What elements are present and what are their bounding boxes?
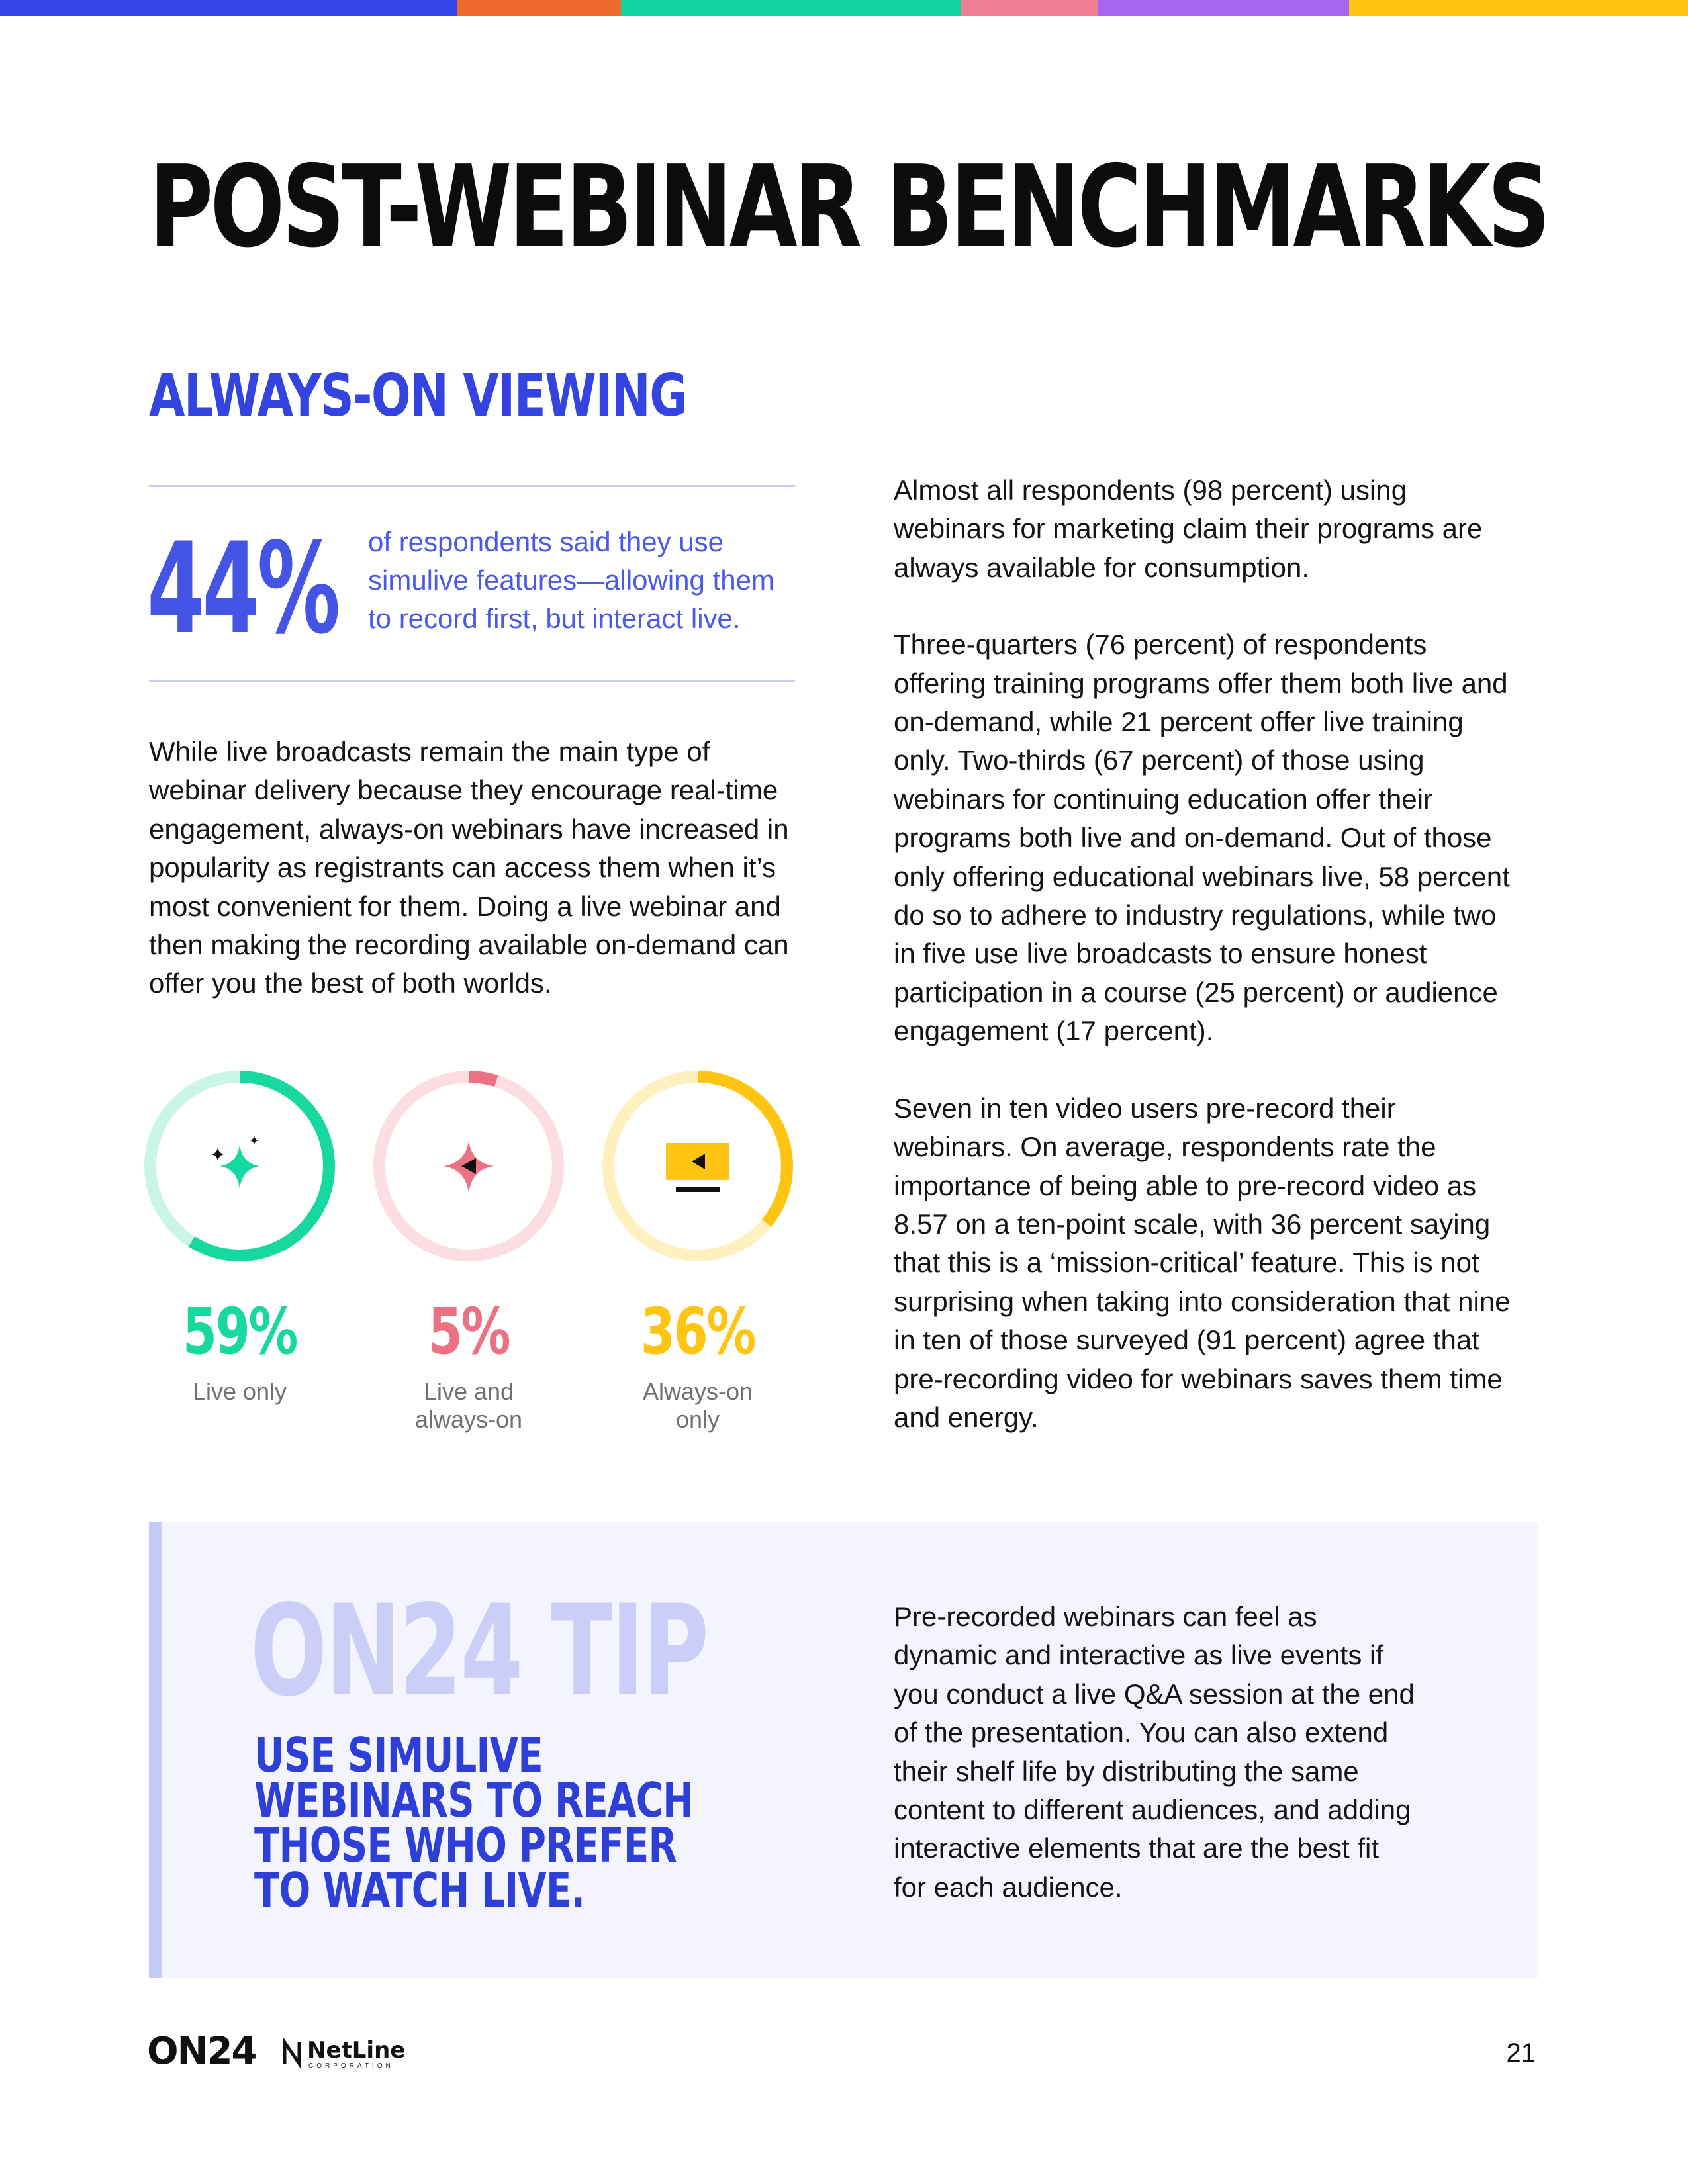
donut-live-and-always-on <box>369 1067 568 1265</box>
donut-always-on-only <box>598 1067 797 1265</box>
star-play-icon <box>444 1141 494 1193</box>
netline-logo-subtext: CORPORATION <box>308 2062 394 2070</box>
section-title: ALWAYS-ON VIEWING <box>149 361 687 430</box>
strip-segment-pink <box>961 0 1098 16</box>
left-paragraph-text: While live broadcasts remain the main type of webinar delivery because they encourage real-time engagement, always-on webinars have increased in popularity as registrants can access them when it’s most convenient for them. Doing a live webinar and then making the recording available on-demand can offer you the best of both worlds. <box>149 736 789 999</box>
label-always-on-only: Always-on only <box>642 1378 753 1433</box>
right-paragraph: Almost all respondents (98 percent) using webinars for marketing claim their programs are always available for consumption. <box>894 475 1483 583</box>
label-live-only: Live only <box>192 1378 287 1405</box>
page-title: POST-WEBINAR BENCHMARKS <box>149 142 1548 273</box>
pct-always-on-only: 36% <box>640 1295 755 1369</box>
netline-logo-text: NetLine <box>307 2037 406 2064</box>
right-column <box>894 471 1516 1437</box>
right-paragraph: Seven in ten video users pre-record their webinars. On average, respondents rate the importance of being able to pre-record video as 8.57 on a ten-point scale, with 36 percent saying that this is a ‘mission-critical’ feature. This is not surprising when taking into consideration that nine in ten of those surveyed (91 percent) agree that pre-recording video for webinars saves them time and energy. <box>894 1092 1511 1433</box>
top-color-strip <box>0 0 1688 16</box>
strip-segment-yellow <box>1349 0 1688 16</box>
label-live-and-always-on: Live and always-on <box>414 1378 523 1433</box>
sparkle-icon <box>212 1136 259 1189</box>
donut-live-only <box>140 1067 339 1265</box>
divider-top <box>149 485 795 487</box>
divider-bottom <box>149 680 795 682</box>
strip-segment-blue <box>0 0 457 16</box>
strip-segment-orange <box>457 0 621 16</box>
page-number: 21 <box>1506 2038 1536 2068</box>
tip-accent-bar <box>149 1522 162 1978</box>
tip-title: ON24 TIP <box>250 1578 708 1724</box>
pct-live-only: 59% <box>182 1295 297 1369</box>
stat-value: 44% <box>147 516 338 662</box>
left-paragraph <box>149 733 801 1003</box>
screen-play-icon <box>666 1143 729 1192</box>
stat-description: of respondents said they use simulive features—allowing them to record first, but interact live. <box>368 526 774 634</box>
pct-live-and-always-on: 5% <box>428 1295 510 1369</box>
tip-headline: USE SIMULIVE WEBINARS TO REACH THOSE WHO PREFER TO WATCH LIVE. <box>254 1727 694 1918</box>
strip-segment-teal <box>621 0 961 16</box>
netline-mark-icon <box>281 2037 303 2068</box>
on24-logo: ON24 <box>147 2030 256 2073</box>
tip-body: Pre-recorded webinars can feel as dynamic and interactive as live events if you conduct a live Q&A session at the end of the presentation. You can also extend their shelf life by distributing the same content to different audiences, and adding interactive elements that are the best fit for each audience. <box>894 1601 1415 1903</box>
right-paragraph: Three-quarters (76 percent) of respondents offering training programs offer them both live and on-demand, while 21 percent offer live training only. Two-thirds (67 percent) of those using webinars for continuing education offer their programs both live and on-demand. Out of those only offering educational webinars live, 58 percent do so to adhere to industry regulations, while two in five use live broadcasts to ensure honest participation in a course (25 percent) or audience engagement (17 percent). <box>894 629 1510 1047</box>
strip-segment-purple <box>1098 0 1349 16</box>
